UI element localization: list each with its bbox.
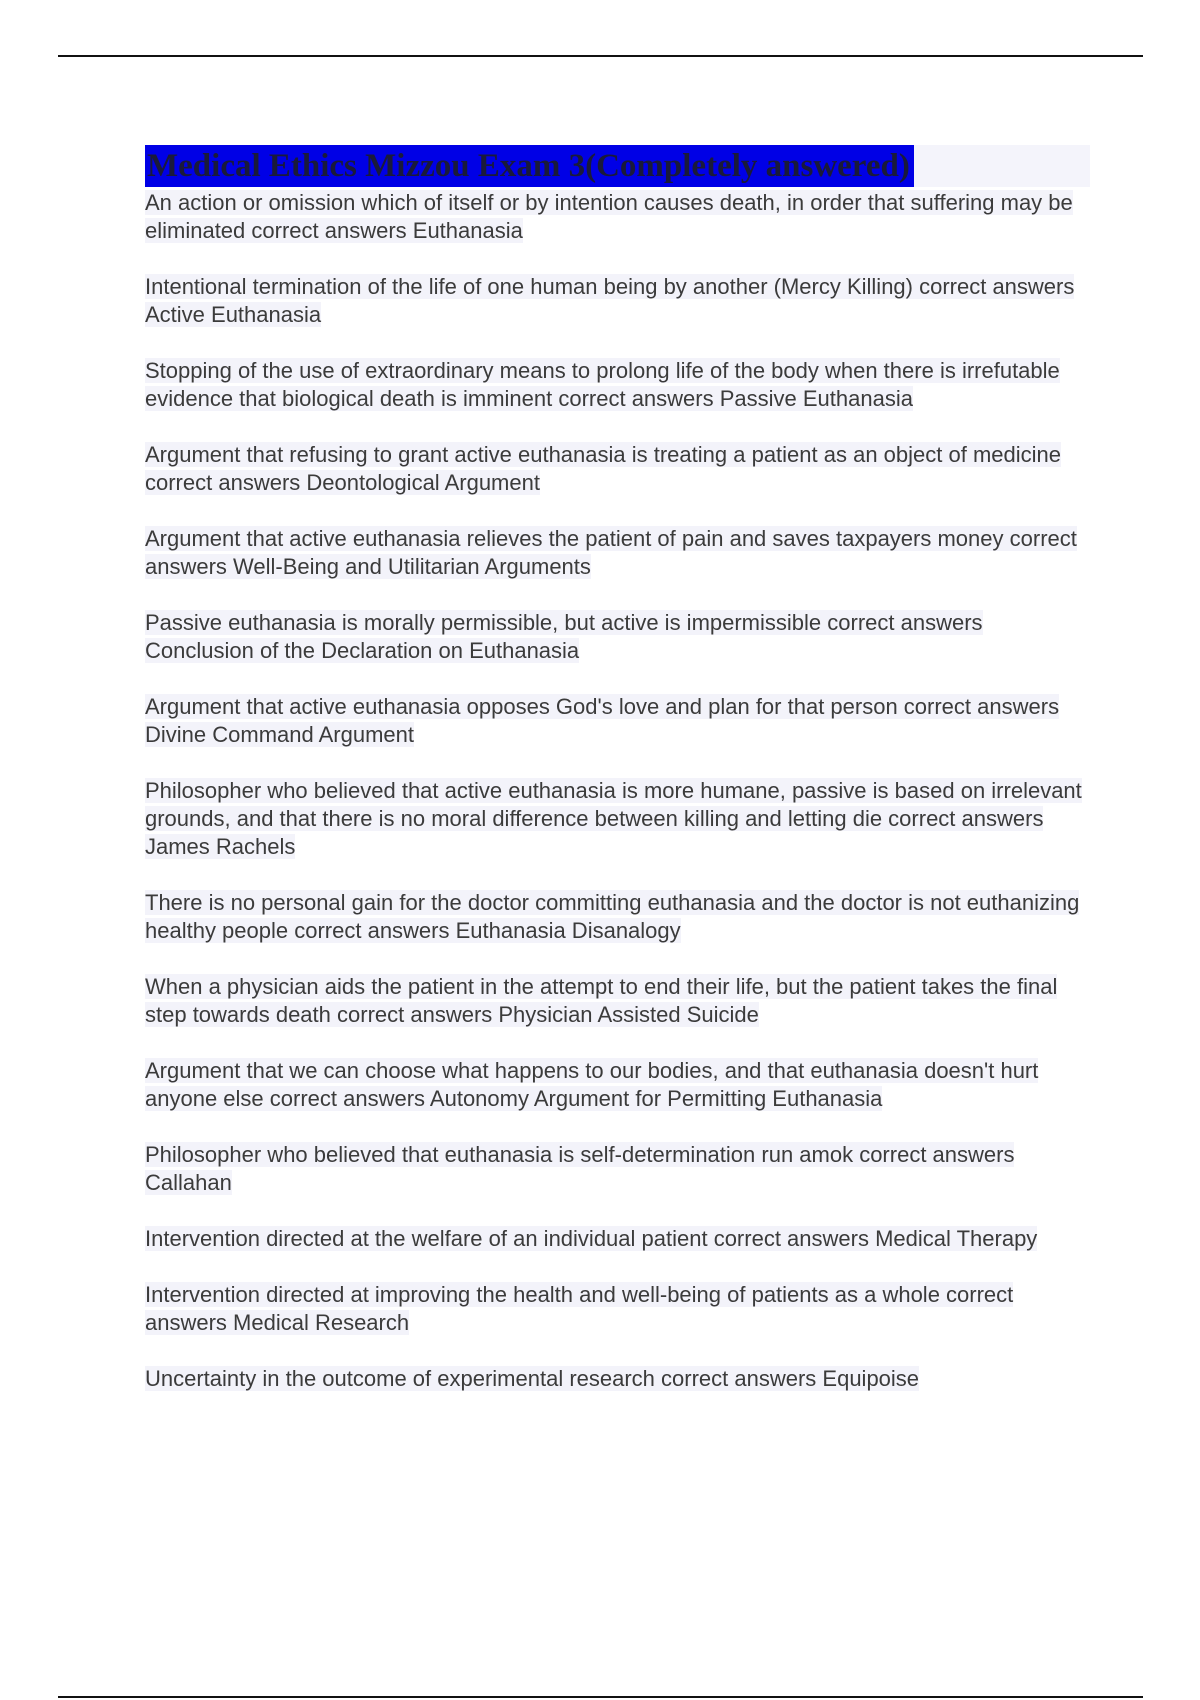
qa-text: Philosopher who believed that active euthanasia is more humane, passive is based on irrelevant grounds, and that there is no moral difference between killing and letting die correct answers James Rachels — [145, 778, 1082, 859]
qa-item — [145, 1141, 1090, 1197]
qa-item — [145, 189, 1090, 245]
qa-item — [145, 525, 1090, 581]
qa-text: Argument that we can choose what happens to our bodies, and that euthanasia doesn't hurt anyone else correct answers Autonomy Argument for Permitting Euthanasia — [145, 1058, 1039, 1111]
qa-item — [145, 1281, 1090, 1337]
qa-item — [145, 1225, 1090, 1253]
qa-text: When a physician aids the patient in the attempt to end their life, but the patient takes the final step towards death correct answers Physician Assisted Suicide — [145, 974, 1058, 1027]
qa-item — [145, 889, 1090, 945]
qa-item — [145, 1057, 1090, 1113]
qa-text: Intervention directed at the welfare of an individual patient correct answers Medical Therapy — [145, 1226, 1038, 1251]
qa-item — [145, 1365, 1090, 1393]
qa-item — [145, 441, 1090, 497]
qa-item — [145, 609, 1090, 665]
qa-item — [145, 973, 1090, 1029]
bottom-rule — [58, 1696, 1143, 1698]
qa-text: Philosopher who believed that euthanasia is self-determination run amok correct answers Callahan — [145, 1142, 1015, 1195]
qa-item — [145, 273, 1090, 329]
qa-text: Intervention directed at improving the health and well-being of patients as a whole correct answers Medical Research — [145, 1282, 1014, 1335]
qa-item — [145, 357, 1090, 413]
qa-text: An action or omission which of itself or by intention causes death, in order that suffering may be eliminated correct answers Euthanasia — [145, 190, 1073, 243]
qa-text: Uncertainty in the outcome of experimental research correct answers Equipoise — [145, 1366, 920, 1391]
qa-text: Intentional termination of the life of one human being by another (Mercy Killing) correct answers Active Euthanasia — [145, 274, 1075, 327]
qa-item — [145, 777, 1090, 861]
title-band — [145, 145, 1090, 187]
qa-text: There is no personal gain for the doctor committing euthanasia and the doctor is not euthanizing healthy people correct answers Euthanasia Disanalogy — [145, 890, 1080, 943]
document-body — [145, 145, 1090, 1421]
document-title: Medical Ethics Mizzou Exam 3(Completely answered) — [145, 145, 914, 187]
qa-text: Passive euthanasia is morally permissible, but active is impermissible correct answers Conclusion of the Declaration on Euthanasia — [145, 610, 983, 663]
qa-text: Argument that active euthanasia relieves the patient of pain and saves taxpayers money correct answers Well-Being and Utilitarian Arguments — [145, 526, 1077, 579]
qa-item — [145, 693, 1090, 749]
qa-text: Argument that refusing to grant active euthanasia is treating a patient as an object of medicine correct answers Deontological Argument — [145, 442, 1061, 495]
top-rule — [58, 55, 1143, 57]
qa-text: Argument that active euthanasia opposes God's love and plan for that person correct answers Divine Command Argument — [145, 694, 1060, 747]
qa-text: Stopping of the use of extraordinary means to prolong life of the body when there is irrefutable evidence that biological death is imminent correct answers Passive Euthanasia — [145, 358, 1060, 411]
